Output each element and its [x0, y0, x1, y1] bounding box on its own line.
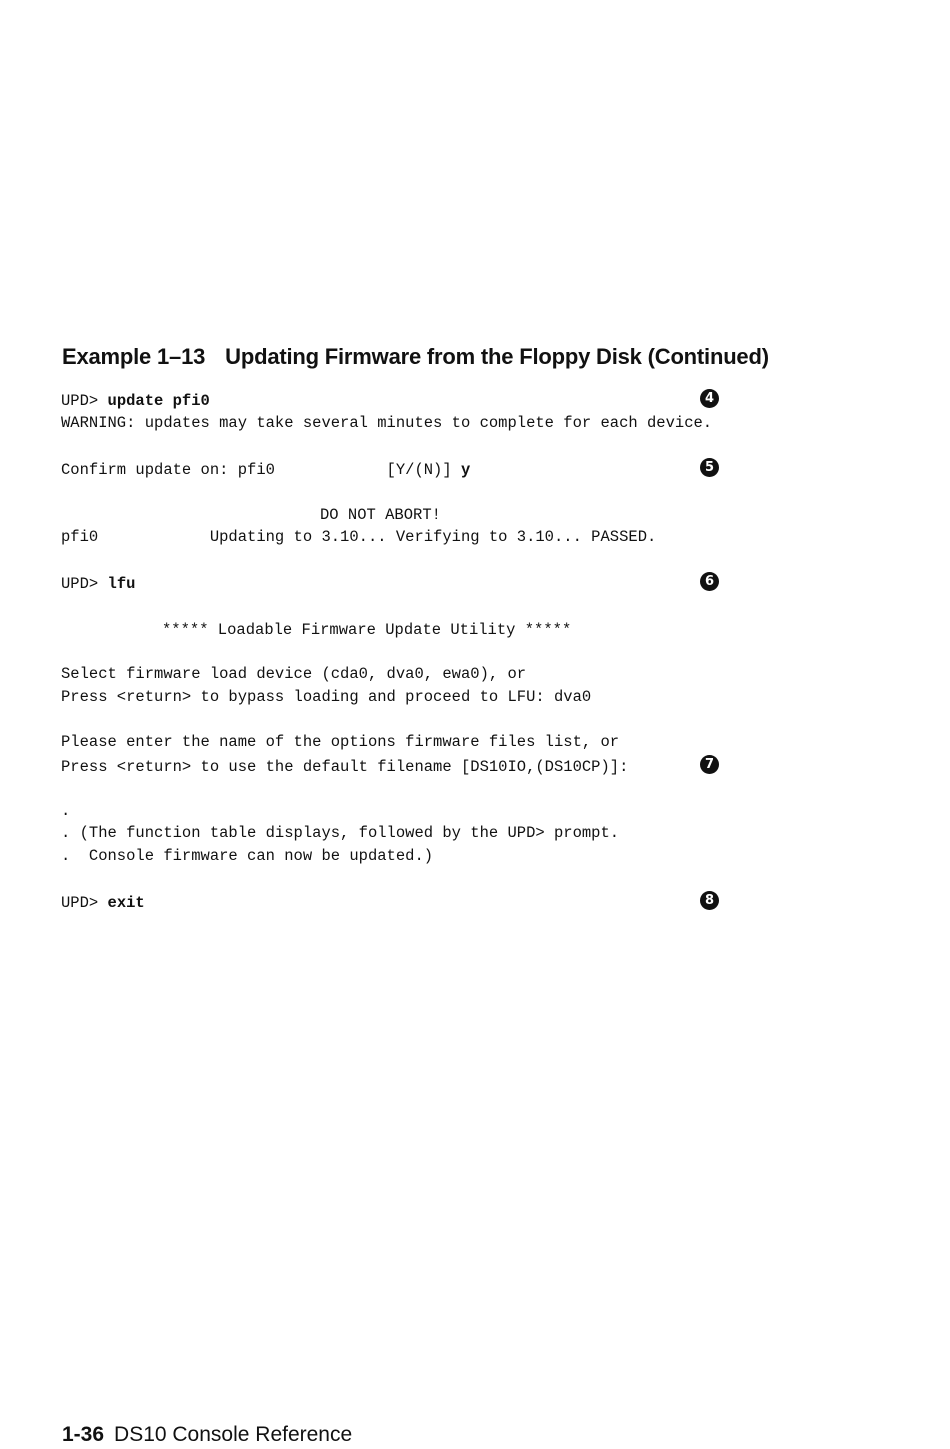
code-text: Confirm update on: pfi0 [Y/(N)]: [61, 461, 461, 479]
code-prompt: UPD>: [61, 575, 108, 593]
code-line: .: [61, 802, 71, 820]
callout-8-icon: 8: [700, 891, 719, 910]
example-heading-text: Updating Firmware from the Floppy Disk (Continued): [225, 344, 769, 369]
footer-title: DS10 Console Reference: [114, 1423, 353, 1446]
code-command: exit: [107, 894, 145, 912]
callout-6-icon: 6: [700, 572, 719, 591]
callout-7-icon: 7: [700, 755, 719, 774]
code-line: [61, 391, 210, 411]
code-line: [61, 460, 470, 480]
callout-4-icon: 4: [700, 389, 719, 408]
page-number: 1-36: [62, 1423, 105, 1446]
page-footer: [62, 1423, 352, 1447]
example-title: [62, 344, 769, 370]
code-command: update pfi0: [107, 392, 210, 410]
code-line: Please enter the name of the options firmware files list, or: [61, 733, 620, 751]
code-line: . Console firmware can now be updated.): [61, 847, 434, 865]
code-line: DO NOT ABORT!: [320, 506, 441, 524]
code-line: WARNING: updates may take several minutes to complete for each device.: [61, 414, 713, 432]
code-command: y: [460, 461, 471, 479]
code-prompt: UPD>: [61, 392, 108, 410]
code-line: Press <return> to bypass loading and proceed to LFU: dva0: [61, 688, 592, 706]
code-line: ***** Loadable Firmware Update Utility *****: [162, 621, 572, 639]
code-command: lfu: [107, 575, 136, 593]
code-line: Press <return> to use the default filename [DS10IO,(DS10CP)]:: [61, 758, 629, 776]
code-line: [61, 574, 135, 594]
code-line: . (The function table displays, followed by the UPD> prompt.: [61, 824, 620, 842]
example-label: Example 1–13: [62, 344, 206, 369]
code-prompt: UPD>: [61, 894, 108, 912]
code-line: pfi0 Updating to 3.10... Verifying to 3.10... PASSED.: [61, 528, 657, 546]
code-line: [61, 893, 145, 913]
code-line: Select firmware load device (cda0, dva0, ewa0), or: [61, 665, 527, 683]
callout-5-icon: 5: [700, 458, 719, 477]
